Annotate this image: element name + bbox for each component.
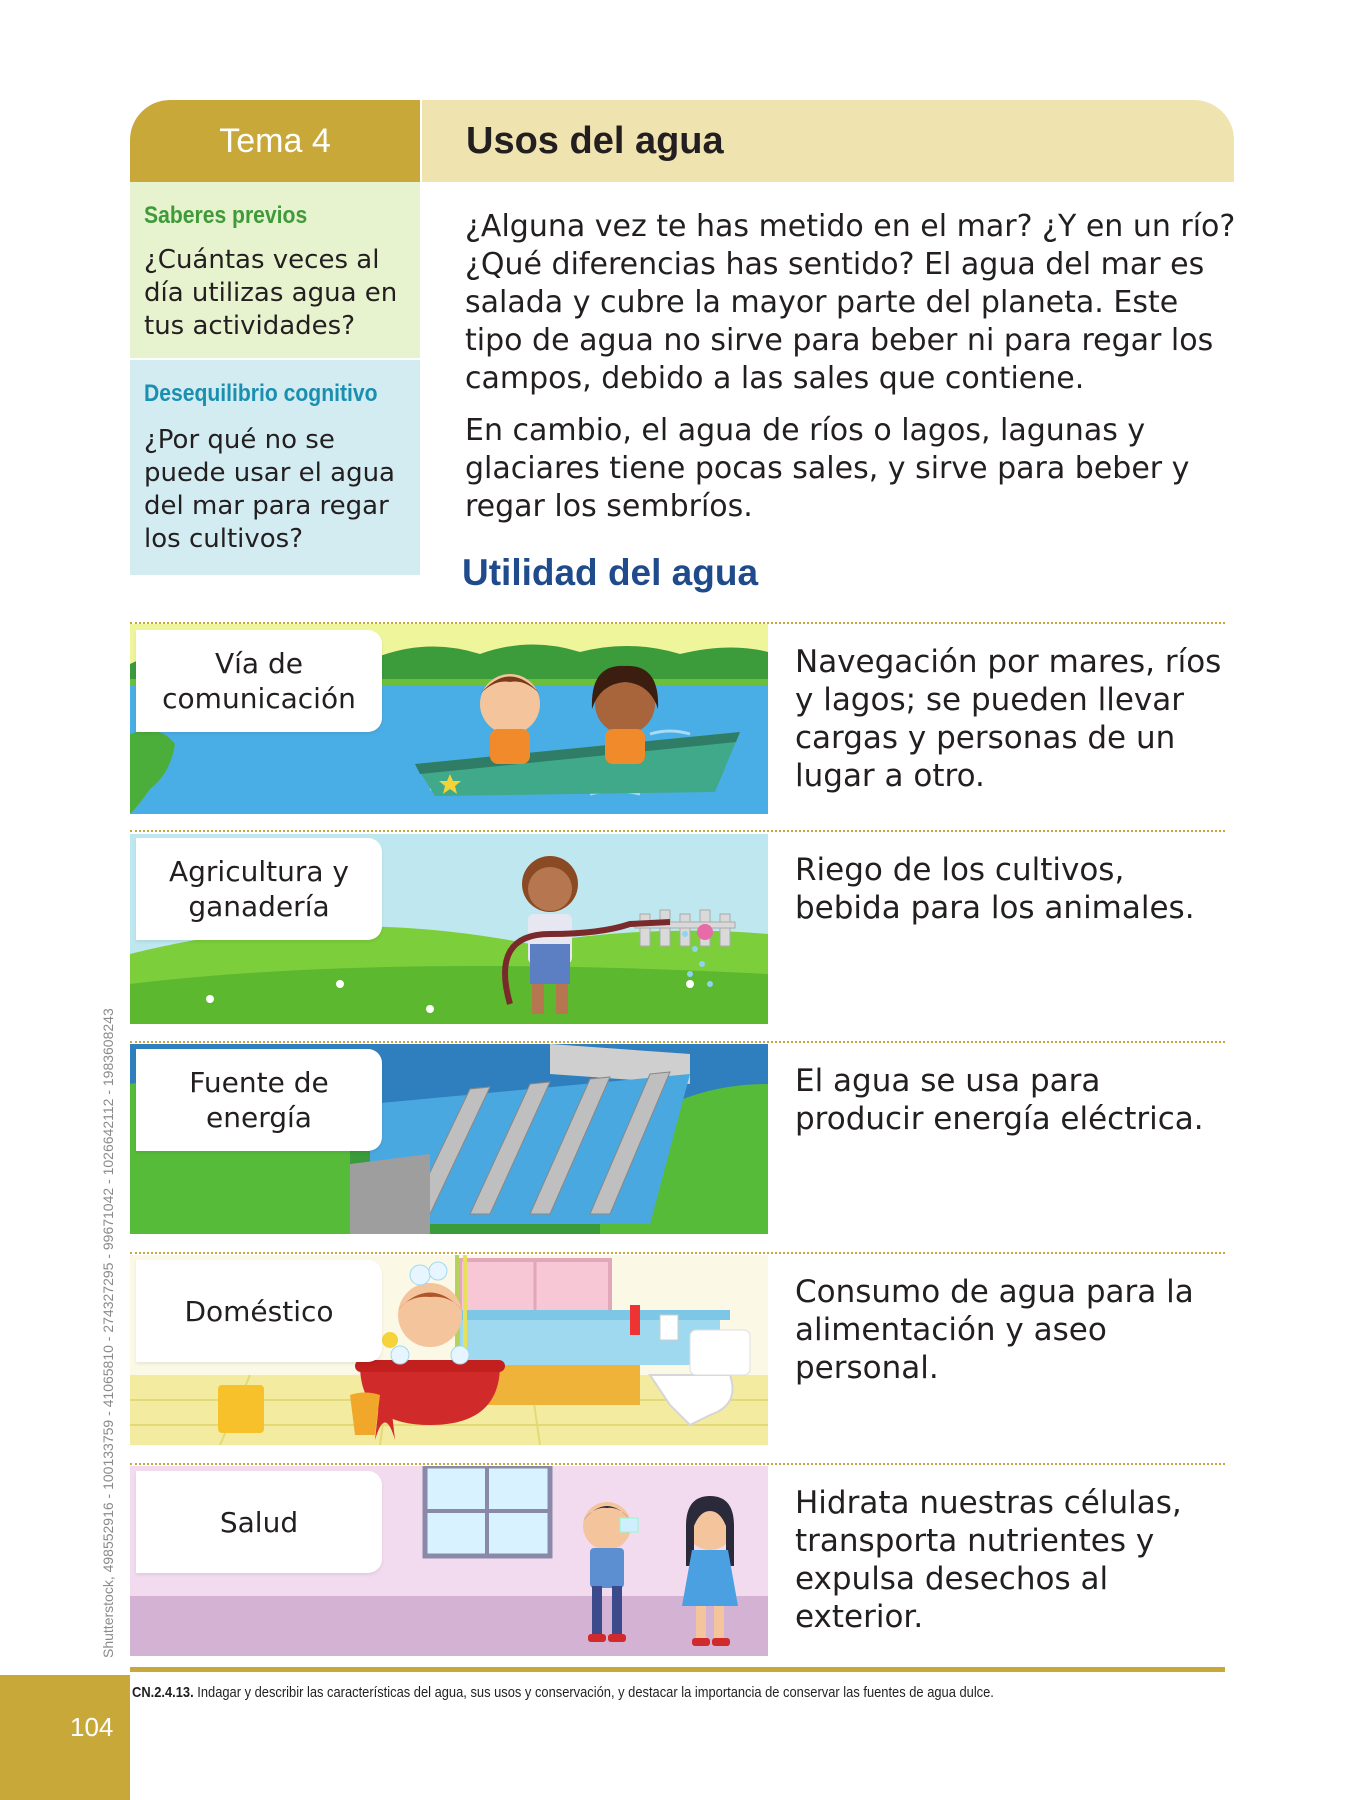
use-label-agricultura: Agricultura y ganadería [136,838,382,940]
curriculum-footnote [132,1684,1078,1701]
intro-paragraph-2: En cambio, el agua de ríos o lagos, lagunas y glaciares tiene pocas sales, y sirve para beber y regar los sembríos. [465,413,1190,524]
desequilibrio-text: ¿Por qué no se puede usar el agua del mar para regar los cultivos? [144,425,395,554]
saberes-previos-box [130,182,420,358]
use-desc-energia: El agua se usa para producir energía eléctrica. [795,1063,1204,1137]
title-bar [422,100,1234,182]
page-title: Usos del agua [466,119,724,162]
tema-label: Tema 4 [219,121,331,160]
row-divider [130,1252,1225,1254]
saberes-heading: Saberes previos [144,202,308,229]
row-divider [130,1463,1225,1465]
row-divider [130,830,1225,832]
use-label-energia: Fuente de energía [136,1049,382,1151]
use-label-comunicacion: Vía de comunicación [136,630,382,732]
tema-badge [130,100,420,182]
saberes-text: ¿Cuántas veces al día utilizas agua en tus actividades? [144,245,398,341]
use-desc-comunicacion: Navegación por mares, ríos y lagos; se pueden llevar cargas y personas de un lugar a otro. [795,644,1222,794]
use-desc-agricultura: Riego de los cultivos, bebida para los animales. [795,852,1195,926]
row-divider [130,1041,1225,1043]
footer-rule [130,1667,1225,1672]
use-label-salud: Salud [136,1471,382,1573]
use-desc-domestico: Consumo de agua para la alimentación y aseo personal. [795,1274,1194,1386]
section-title: Utilidad del agua [462,552,759,593]
intro-paragraph-1: ¿Alguna vez te has metido en el mar? ¿Y en un río? ¿Qué diferencias has sentido? El agua del mar es salada y cubre la mayor parte del planeta. Este tipo de agua no sirve para beber ni para regar los campos, debido a las sales que contiene. [465,209,1236,396]
image-credit: Shutterstock, 498552916 - 100133759 - 41065810 - 274327295 - 99671042 - 1026642112 - 1983608243 [100,1008,116,1658]
use-desc-salud: Hidrata nuestras células, transporta nutrientes y expulsa desechos al exterior. [795,1485,1182,1635]
desequilibrio-box [130,360,420,575]
use-label-domestico: Doméstico [136,1260,382,1362]
footnote-text: Indagar y describir las características del agua, sus usos y conservación, y destacar la importancia de conservar las fuentes de agua dulce. [193,1684,994,1701]
desequilibrio-heading: Desequilibrio cognitivo [144,380,378,407]
footnote-code: CN.2.4.13. [132,1684,194,1701]
page-number: 104 [70,1712,114,1742]
